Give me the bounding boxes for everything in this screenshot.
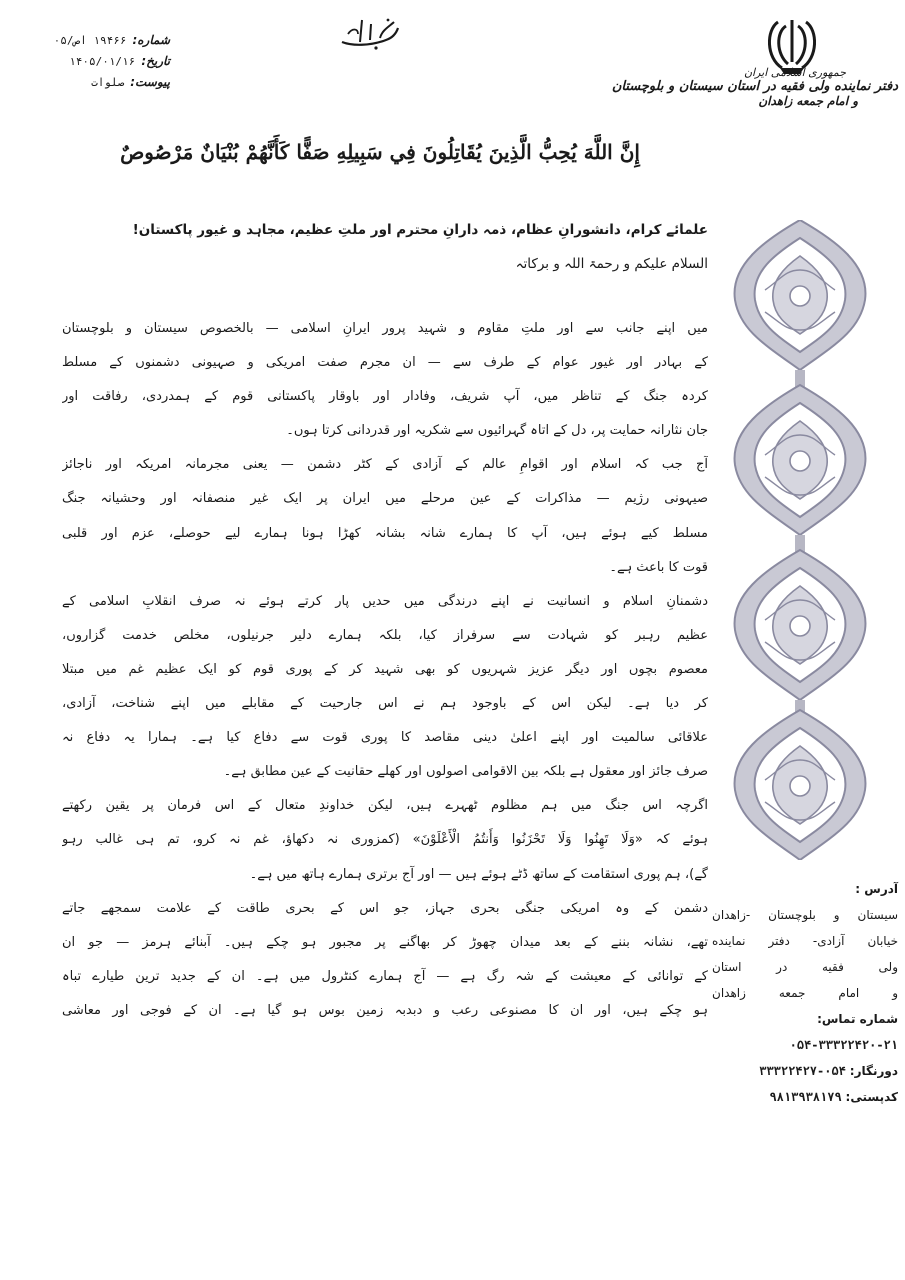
body-line: ہو چکے ہیں، اور ان کا مصنوعی رعب و دبدبہ زمین بوس ہو گیا ہے۔ ان کے فوجی اور معاشی	[62, 1002, 708, 1018]
body-line: دشمنانِ اسلام و انسانیت نے اپنے درندگی میں حدیں پار کرتے ہوئے نہ صرف انقلابِ اسلامی کے	[62, 593, 708, 609]
body-line: جان نثارانہ حمایت پر، دل کے اتاہ گہرائیوں سے شکریہ اور قدردانی کرتا ہوں۔	[286, 423, 708, 439]
body-line: کے توانائی کے معیشت کے شہ رگ ہے — آج ہمارے کنٹرول میں ہے۔ ان کے جدید ترین طیارے تباہ	[62, 968, 708, 984]
office-line-3: و امام جمعه زاهدان	[758, 94, 858, 108]
phone-label: شماره تماس:	[817, 1012, 898, 1026]
body-line: صیہونی رژیم — مذاکرات کے عین مرحلے میں ایران پر ایک غیر منصفانہ اور وحشیانہ جنگ	[62, 491, 708, 507]
decorative-ornament-column	[725, 220, 875, 860]
attachment-row	[30, 72, 170, 93]
address-line: ولی فقیه در استان	[712, 960, 898, 974]
postal-value: ۹۸۱۳۹۳۸۱۷۹	[769, 1090, 842, 1104]
fax-value: ۰۵۴-۳۳۳۲۲۴۲۷	[759, 1064, 846, 1078]
body-line: کے بہادر اور غیور عوام کے طرف سے — ان مجرم صفت امریکی و صہیونی دشمنوں کے مسلط	[62, 355, 708, 371]
body-line: میں اپنے جانب سے اور ملتِ مقاوم و شہید پرور ایرانِ اسلامی — بالخصوص سیستان و بلوچستان	[62, 321, 708, 336]
body-line: قوت کا باعث ہے۔	[609, 559, 708, 575]
phone-value: ۰۵۴-۳۳۳۲۲۴۲۰-۲۱	[789, 1038, 898, 1052]
address-line: سیستان و بلوچستان -زاهدان	[712, 908, 898, 922]
body-line: اگرچہ اس جنگ میں ہم مظلوم ٹھہرے ہیں، لیکن خداوندِ متعال کے اس فرمان پر یقین رکھتے	[62, 798, 708, 814]
date-label: تاریخ:	[141, 54, 170, 68]
date-value: ۱۴۰۵/۰۱/۱۶	[69, 55, 136, 68]
number-value: ۱۹۴۶۶ اص/۰۵	[53, 34, 127, 47]
attachment-value: صلوات	[91, 76, 125, 89]
contact-block	[712, 876, 898, 1110]
letter-meta	[30, 30, 170, 93]
bismillah-calligraphy	[330, 12, 410, 52]
greeting: السلام علیکم و رحمۃ اللہ و برکاتہ	[515, 256, 708, 272]
office-line-2: دفتر نماینده ولی فقیه در استان سیستان و بلوچستان	[611, 79, 898, 94]
body-line: مسلط کیے ہوئے ہیں، آپ کا ہمارے شانہ بشانہ کھڑا ہونا ہمارے لیے حوصلے، عزم اور قلبی	[62, 525, 708, 541]
body-line: تھے، نشانہ بننے کے بعد میدان چھوڑ کر بھاگنے پر مجبور ہو چکے ہیں۔ آبنائے ہرمز — جو ان	[62, 934, 708, 950]
body-line: عظیم رہبر کو شہادت سے سرفراز کیا، بلکہ ہمارے دلیر جرنیلوں، مخلص خدمت گزاروں،	[62, 627, 708, 643]
number-label: شماره:	[132, 33, 170, 47]
salutation: علمائے کرام، دانشورانِ عظام، ذمہ دارانِ محترم اور ملتِ عظیم، مجاہد و غیور پاکستان!	[132, 222, 708, 238]
body-line: گے)، ہم پوری استقامت کے ساتھ ڈٹے ہوئے ہیں — اور آج برتری ہمارے ہاتھ میں ہے۔	[249, 866, 708, 882]
body-line: ہوئے کہ «وَلَا تَهِنُوا وَلَا تَحْزَنُوا وَأَنتُمُ الْأَعْلَوْنَ» (کمزوری نہ دکھاؤ، غم نہ کرو، تم ہی غالب رہو	[62, 832, 708, 848]
letter-body	[62, 312, 708, 1028]
fax-label: دورنگار:	[849, 1064, 898, 1078]
quran-verse: إِنَّ اللَّهَ يُحِبُّ الَّذِينَ يُقَاتِلُونَ فِي سَبِيلِهِ صَفًّا كَأَنَّهُمْ بُنْيَانٌ مَرْصُوصٌ	[120, 140, 640, 164]
number-row	[30, 30, 170, 51]
date-row	[30, 51, 170, 72]
body-line: علاقائی سالمیت اور اپنے اعلیٰ دینی مقاصد کا پوری قوت سے دفاع کیا ہے۔ ہمارا یہ دفاع نہ	[62, 730, 708, 746]
postal-label: کدپستی:	[845, 1090, 898, 1104]
body-line: صرف جائز اور معقول ہے بلکہ بین الاقوامی اصولوں اور کھلے حقانیت کے عین مطابق ہے۔	[223, 764, 708, 780]
body-line: کردہ جنگ کے تناظر میں، آپ شریف، وفادار اور باوقار پاکستانی قوم کے ہمدردی، رفاقت اور	[62, 389, 708, 405]
address-label: آدرس :	[855, 882, 898, 896]
address-line: خیابان آزادی- دفتر نماینده	[712, 934, 898, 948]
body-line: کر دیا ہے۔ لیکن اس کے باوجود ہم نے اس جارحیت کے مقابلے میں اپنے شناخت، آزادی،	[62, 696, 708, 712]
attachment-label: پیوست:	[130, 75, 170, 89]
office-line-1: جمهوری اسلامی ایران	[743, 66, 846, 79]
body-line: آج جب کہ اسلام اور اقوامِ عالم کے آزادی کے کٹر دشمن — یعنی مجرمانہ امریکہ اور ناجائز	[62, 457, 708, 473]
office-title	[611, 66, 898, 108]
body-line: معصوم بچوں اور دیگر عزیز شہریوں کو بھی شہید کر کے پوری قوم کو ایک عظیم غم میں مبتلا	[62, 661, 708, 677]
body-line: دشمن کے وہ امریکی جنگی بحری جہاز، جو اس کے بحری طاقت کے علامت سمجھے جاتے	[62, 900, 708, 916]
address-line: و امام جمعه زاهدان	[712, 986, 898, 1000]
